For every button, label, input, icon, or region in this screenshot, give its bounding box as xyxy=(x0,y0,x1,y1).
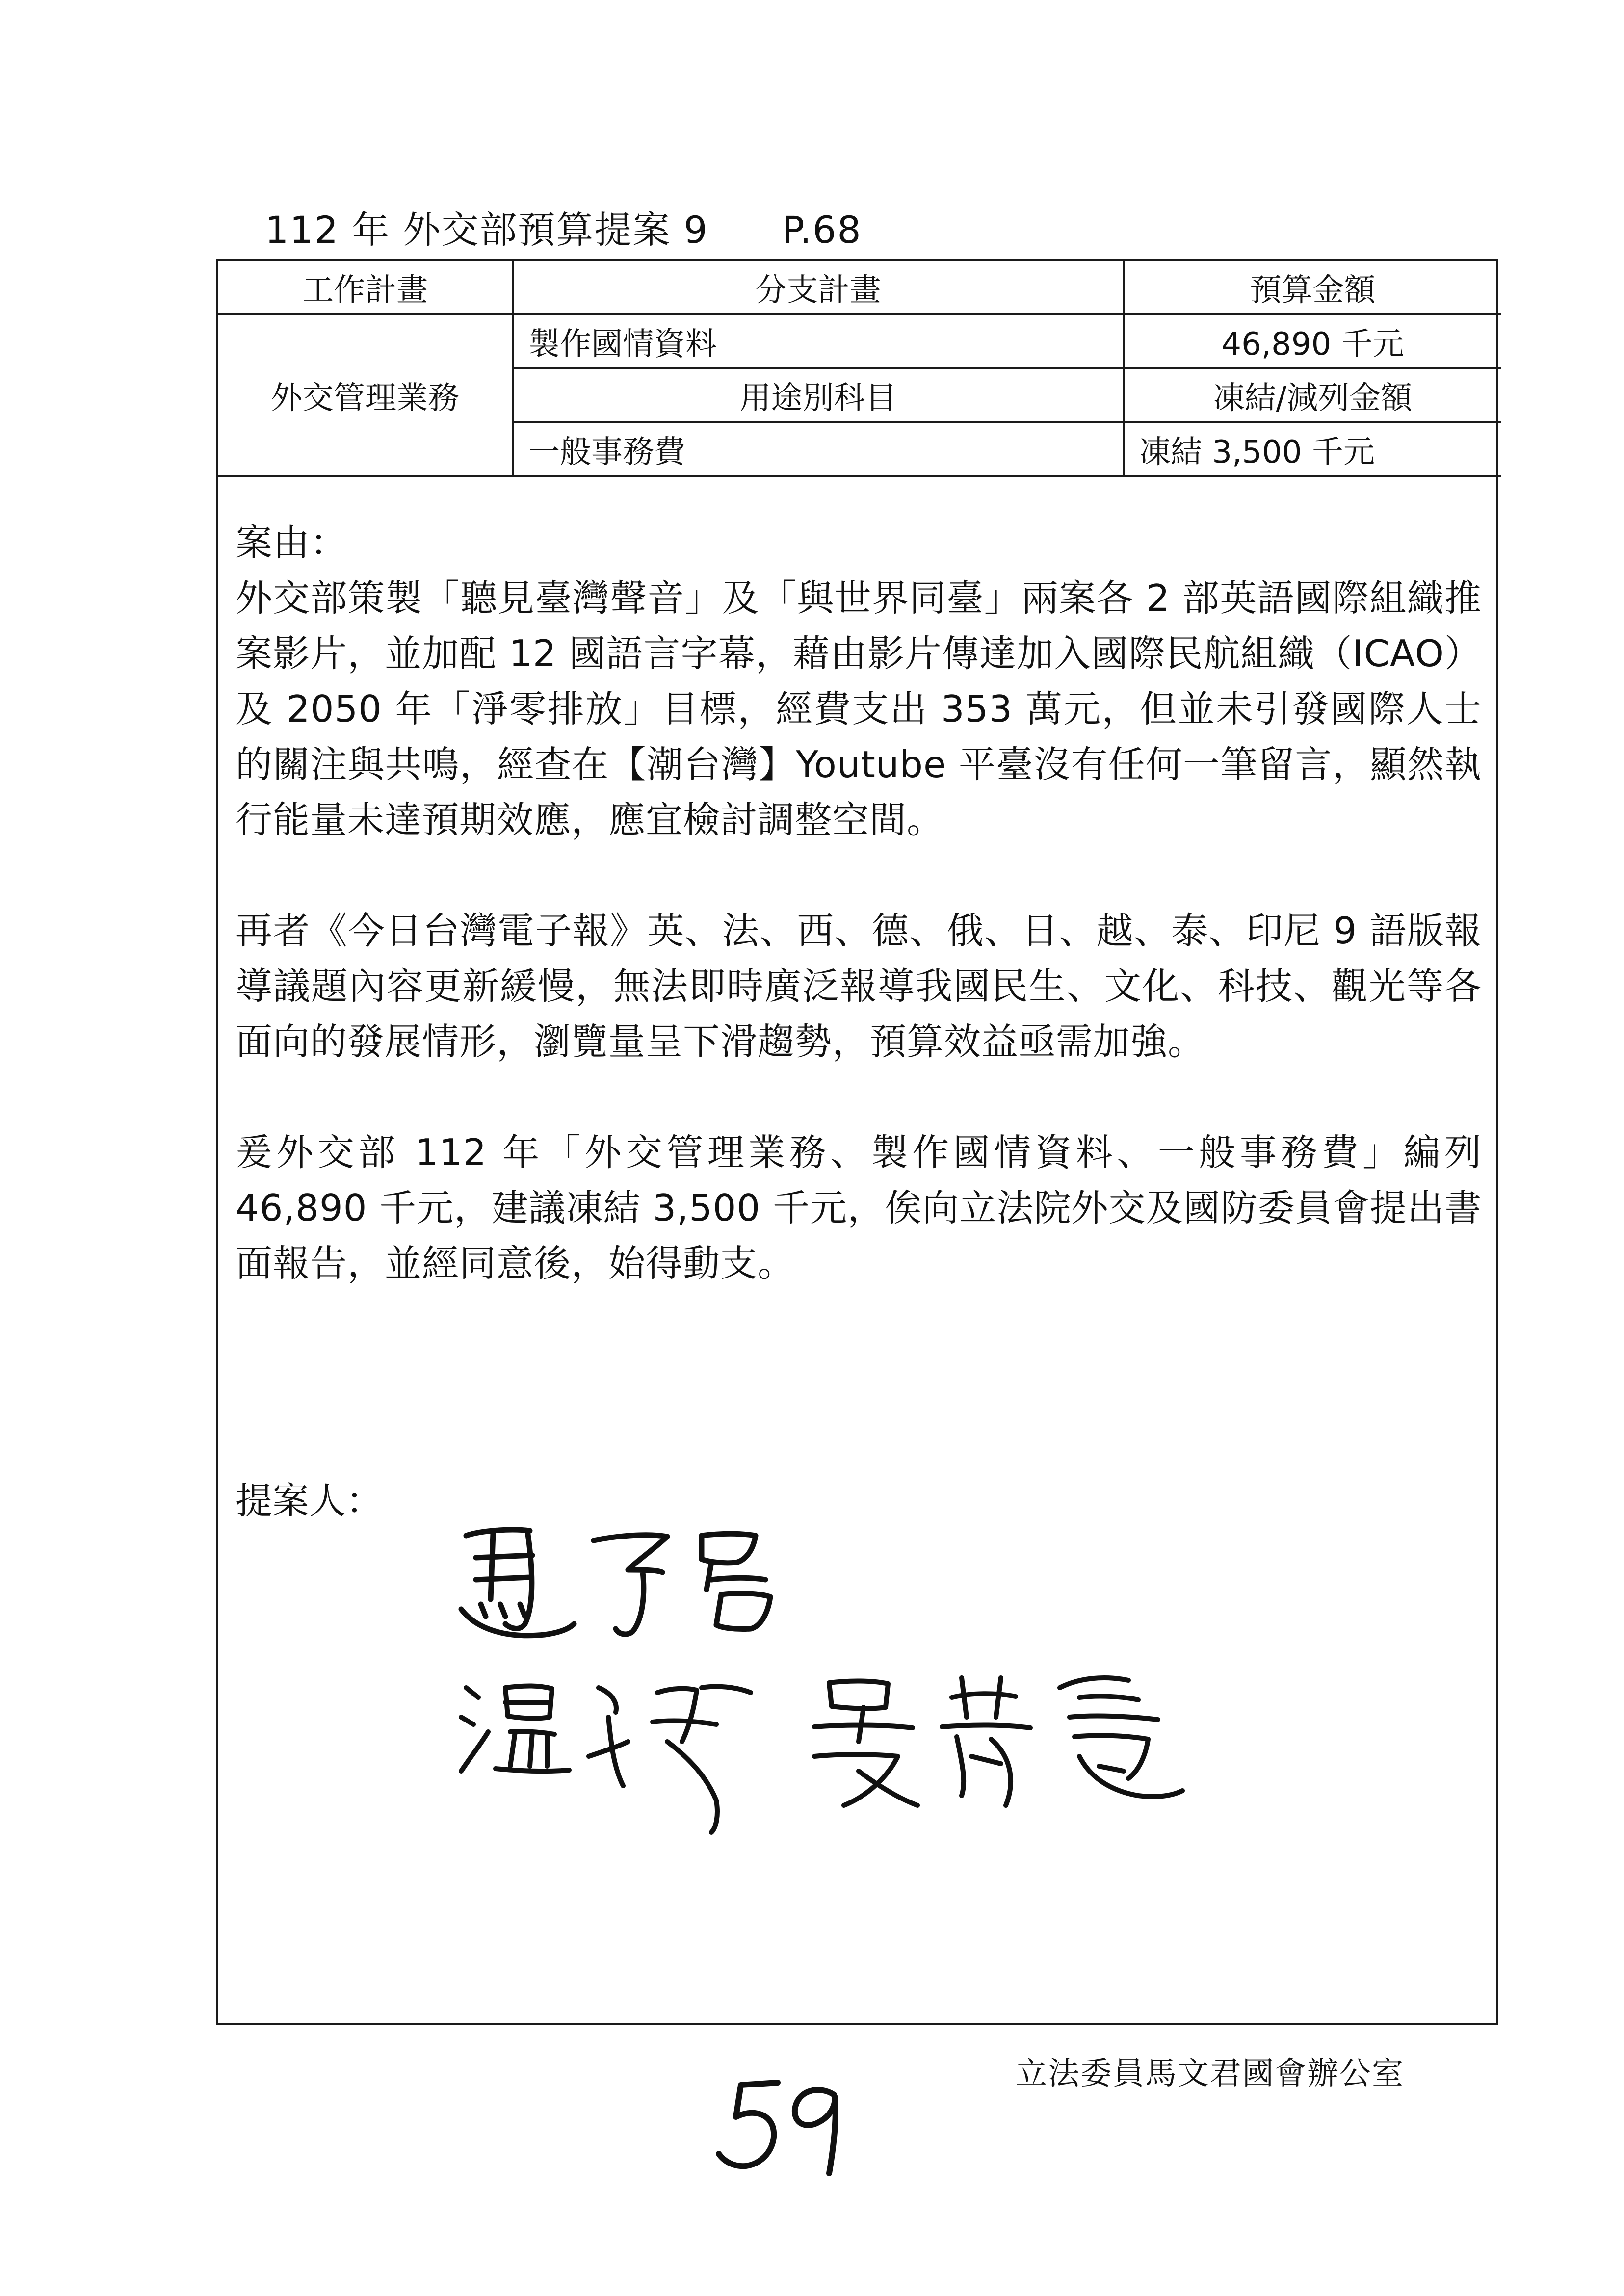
reason-label: 案由： xyxy=(236,521,348,564)
branch-plan-cell: 製作國情資料 xyxy=(513,314,1124,368)
table-row xyxy=(218,261,1501,314)
work-plan-cell: 外交管理業務 xyxy=(218,314,513,476)
reason-paragraph-2: 再者《今日台灣電子報》英、法、西、德、俄、日、越、泰、印尼 9 語版報導議題內容更新緩慢，無法即時廣泛報導我國民生、文化、科技、觀光等各面向的發展情形，瀏覽量呈下滑趨勢，預算效益亟需加強。 xyxy=(236,909,1482,1063)
reason-paragraph-1: 外交部策製「聽見臺灣聲音」及「與世界同臺」兩案各 2 部英語國際組織推案影片，並加配 12 國語言字幕，藉由影片傳達加入國際民航組織（ICAO）及 2050 年「淨零排放」目標，經費支出 353 萬元，但並未引發國際人士的關注與共鳴，經查在【潮台灣】Youtube 平臺沒有任何一筆留言，顯然執行能量未達預期效應，應宜檢討調整空間。 xyxy=(236,576,1482,841)
paragraph-gap xyxy=(236,1070,1482,1125)
header-branch-plan: 分支計畫 xyxy=(513,261,1124,314)
office-footer: 立法委員馬文君國會辦公室 xyxy=(1016,2056,1404,2092)
paragraph-gap xyxy=(236,848,1482,903)
budget-table xyxy=(218,261,1501,477)
table-row xyxy=(218,314,1501,368)
reason-paragraph-3: 爰外交部 112 年「外交管理業務、製作國情資料、一般事務費」編列 46,890 千元，建議凍結 3,500 千元，俟向立法院外交及國防委員會提出書面報告，並經同意後，始得動支。 xyxy=(236,1131,1482,1285)
header-work-plan: 工作計畫 xyxy=(218,261,513,314)
signature-wu-szu-huai xyxy=(785,1658,1202,1835)
header-freeze-amount: 凍結/減列金額 xyxy=(1124,368,1501,422)
proposal-body xyxy=(236,515,1482,1291)
budget-amount-cell: 46,890 千元 xyxy=(1124,314,1501,368)
header-budget-amount: 預算金額 xyxy=(1124,261,1501,314)
proposal-title: 112 年 外交部預算提案 9 xyxy=(265,208,708,252)
freeze-amount-cell: 凍結 3,500 千元 xyxy=(1124,422,1501,476)
header-expense-item: 用途別科目 xyxy=(513,368,1124,422)
handwritten-page-number xyxy=(711,2070,859,2183)
document-heading xyxy=(265,200,862,254)
proposer-label: 提案人： xyxy=(236,1479,383,1522)
signature-wen-yu-hsia xyxy=(442,1658,785,1835)
page-reference: P.68 xyxy=(782,208,862,252)
expense-item-cell: 一般事務費 xyxy=(513,422,1124,476)
signature-ma-wen-chun xyxy=(446,1506,790,1653)
